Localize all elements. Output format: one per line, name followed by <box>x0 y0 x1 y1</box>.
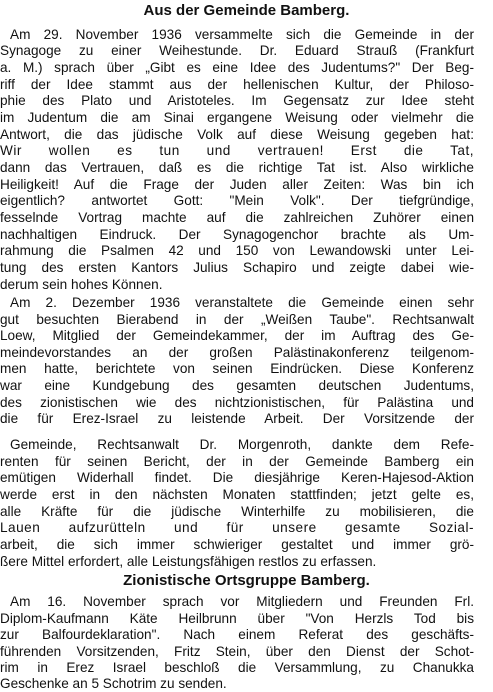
text-line: alle Kräfte für die jüdische Winterhilfe zu mobilisieren, die <box>0 504 474 519</box>
text-line: meindevorstandes an der großen Palästinakonferenz teilgenom- <box>0 345 474 360</box>
text-line: derum sein hohes Können. <box>0 277 163 292</box>
text-line: tung des ersten Kantors Julius Schapiro und zeigte dabei wie- <box>0 260 474 275</box>
text-line: Loew, Mitglied der Gemeindekammer, der im Auftrag des Ge- <box>0 328 474 343</box>
text-line: a. M.) sprach über „Gibt es eine Idee des Judentums?" Der Beg- <box>0 60 474 75</box>
text-line: Wir wollen es tun und vertrauen! Erst die Tat, <box>0 143 474 158</box>
text-line: war eine Kundgebung des gesamten deutschen Judentums, <box>0 378 474 393</box>
text-line: riff der Idee stammt aus der hellenischen Kultur, der Philoso- <box>0 77 474 92</box>
text-line: Am 16. November sprach vor Mitgliedern und Freunden Frl. <box>10 594 474 609</box>
text-line: eigentlich? antwortet Gott: "Mein Volk". Der tiefgründige, <box>0 193 474 208</box>
text-line: Heiligkeit! Auf die Frage der Juden aller Zeiten: Was bin ich <box>0 177 474 192</box>
text-line: emütigen Widerhall findet. Die diesjährige Keren-Hajesod-Aktion <box>0 470 474 485</box>
section-heading: Aus der Gemeinde Bamberg. <box>143 2 350 19</box>
text-line: des zionistischen wie des nichtzionistischen, für Palästina und <box>0 395 474 410</box>
text-line: werde erst in den nächsten Monaten stattfinden; jetzt gelte es, <box>0 487 474 502</box>
text-line: Antwort, die das jüdische Volk auf diese Weisung gegeben hat: <box>0 127 474 142</box>
text-line: nachhaltigen Eindruck. Der Synagogenchor brachte als Um- <box>0 227 474 242</box>
text-line: Lauen aufzurütteln und für unsere gesamte Sozial- <box>0 520 474 535</box>
text-line: ßere Mittel erfordert, alle Leistungsfähigen restlos zu erfassen. <box>0 554 377 569</box>
text-line: gut besuchten Bierabend in der „Weißen Taube". Rechtsanwalt <box>0 312 474 327</box>
text-line: rahmung die Psalmen 42 und 150 von Lewandowski unter Lei- <box>0 243 474 258</box>
text-line: führenden Vorsitzenden, Fritz Stein, über den Dienst der Schot- <box>0 644 474 659</box>
text-line: Diplom-Kaufmann Käte Heilbrunn über "Von Herzls Tod bis <box>0 611 474 626</box>
text-line: rim in Erez Israel beschloß die Versammlung, zu Chanukka <box>0 660 474 675</box>
text-line: Gemeinde, Rechtsanwalt Dr. Morgenroth, dankte dem Refe- <box>10 437 474 452</box>
text-line: arbeit, die sich immer schwieriger gestaltet und immer grö- <box>0 537 474 552</box>
text-line: die für Erez-Israel zu leistende Arbeit. Der Vorsitzende der <box>0 411 474 426</box>
text-line: dann das Vertrauen, daß es die richtige Tat ist. Also wirkliche <box>0 160 474 175</box>
text-line: Synagoge zu einer Weihestunde. Dr. Eduard Strauß (Frankfurt <box>0 43 474 58</box>
text-line: Geschenke an 5 Schotrim zu senden. <box>0 676 227 691</box>
text-line: fesselnde Vortrag machte auf die zahlreichen Zuhörer einen <box>0 210 474 225</box>
text-line: zur Balfourdeklaration". Nach einem Referat des geschäfts- <box>0 627 474 642</box>
text-line: im Judentum die am Sinai ergangene Weisung oder vielmehr die <box>0 110 474 125</box>
section-heading: Zionistische Ortsgruppe Bamberg. <box>123 572 370 589</box>
text-line: Am 2. Dezember 1936 veranstaltete die Gemeinde einen sehr <box>10 295 474 310</box>
text-line: Am 29. November 1936 versammelte sich die Gemeinde in der <box>10 27 474 42</box>
text-line: men hatte, berichtete von seinen Eindrücken. Diese Konferenz <box>0 361 474 376</box>
text-line: renten für seinen Bericht, der in der Gemeinde Bamberg ein <box>0 454 474 469</box>
text-line: phie des Plato und Aristoteles. Im Gegensatz zur Idee steht <box>0 93 474 108</box>
